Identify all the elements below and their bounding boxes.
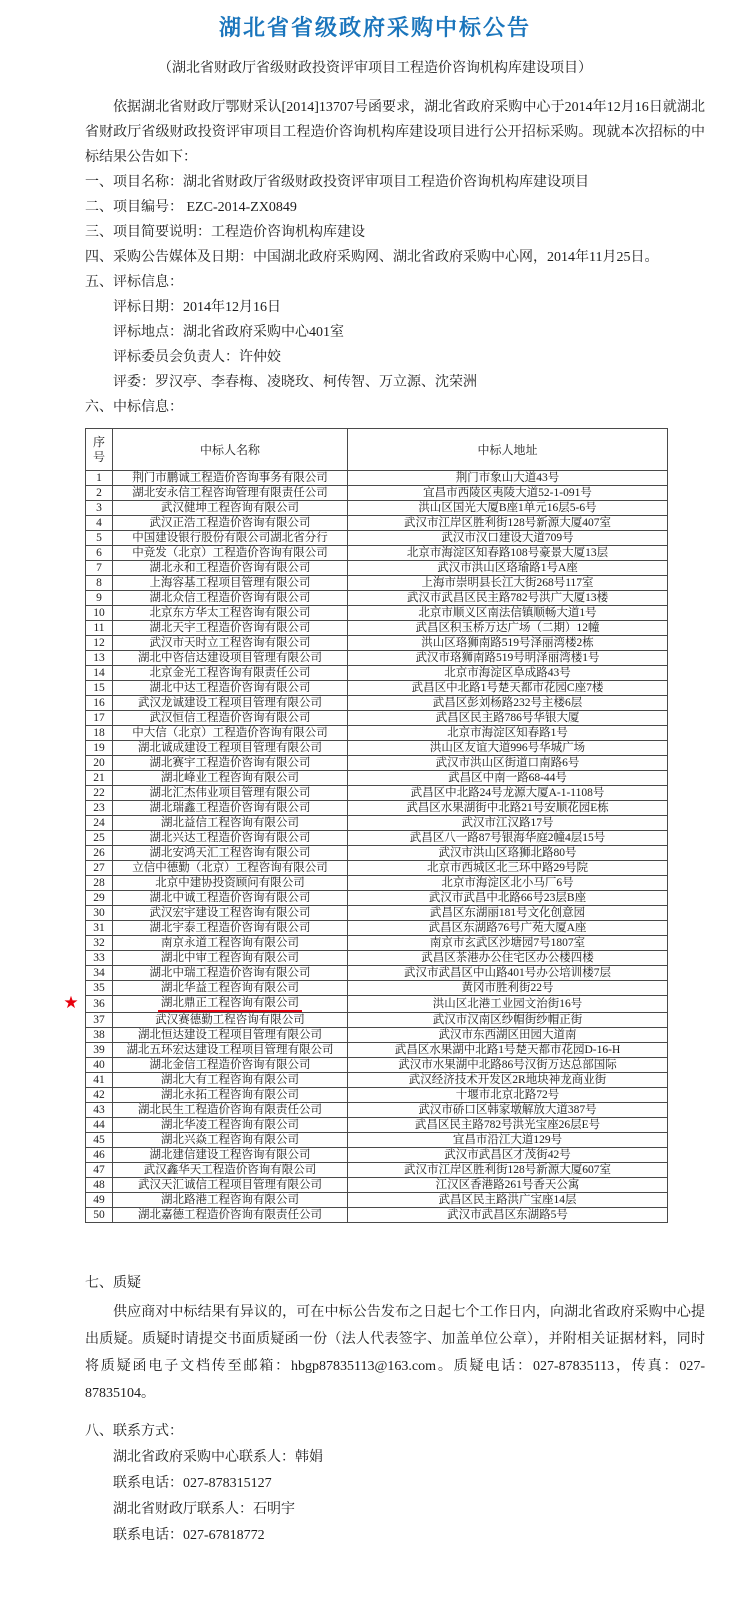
table-row [86, 1088, 668, 1103]
table-row [86, 666, 668, 681]
table-row [86, 681, 668, 696]
row-number: 44 [93, 1119, 105, 1131]
table-row [86, 876, 668, 891]
winner-name: 湖北民生工程造价咨询有限责任公司 [138, 1104, 322, 1116]
winner-name: 湖北安永信工程咨询管理有限责任公司 [132, 487, 328, 499]
row-number: 20 [93, 757, 105, 769]
winner-name: 湖北中诚工程造价咨询有限公司 [149, 892, 311, 904]
winner-address: 武汉市武昌区才茂街42号 [348, 1148, 668, 1163]
item-project-number: 二、项目编号： EZC-2014-ZX0849 [85, 200, 297, 215]
winner-name: 湖北众信工程造价咨询有限公司 [149, 592, 311, 604]
row-number: 14 [93, 667, 105, 679]
row-number: 36 [93, 998, 105, 1010]
winner-address: 武汉市水果湖中北路86号汉街万达总部国际 [348, 1058, 668, 1073]
table-row [86, 1058, 668, 1073]
contact-center-person: 湖北省政府采购中心联系人：韩娟 [113, 1450, 323, 1465]
row-number: 5 [96, 532, 102, 544]
contact-dept-phone: 联系电话：027-67818772 [113, 1528, 265, 1543]
table-row [86, 531, 668, 546]
winner-name: 中国建设银行股份有限公司湖北省分行 [132, 532, 328, 544]
table-row [86, 546, 668, 561]
page-subtitle: （湖北省财政厅省级财政投资评审项目工程造价咨询机构库建设项目） [158, 61, 592, 76]
winner-address: 武汉经济技术开发区2R地块神龙商业街 [348, 1073, 668, 1088]
table-row [86, 561, 668, 576]
winner-name: 湖北华凌工程咨询有限公司 [161, 1119, 299, 1131]
winner-address: 宜昌市沿江大道129号 [348, 1133, 668, 1148]
row-number: 11 [93, 622, 105, 634]
table-row [86, 1178, 668, 1193]
row-number: 8 [96, 577, 102, 589]
winner-address: 武昌区茶港办公住宅区办公楼四楼 [348, 951, 668, 966]
row-number: 42 [93, 1089, 105, 1101]
winner-name: 湖北兴达工程造价咨询有限公司 [149, 832, 311, 844]
row-number: 27 [93, 862, 105, 874]
winner-address: 北京市海淀区知春路108号豪景大厦13层 [348, 546, 668, 561]
winner-address: 北京市海淀区北小马厂6号 [348, 876, 668, 891]
row-number: 46 [93, 1149, 105, 1161]
table-row [86, 846, 668, 861]
table-row [86, 771, 668, 786]
row-number: 19 [93, 742, 105, 754]
table-row [86, 726, 668, 741]
winner-name: 武汉龙诚建设工程项目管理有限公司 [138, 697, 322, 709]
row-number: 15 [93, 682, 105, 694]
table-row [86, 1103, 668, 1118]
winner-address: 武汉市汉南区纱帽街纱帽正街 [348, 1013, 668, 1028]
winner-address: 武汉市江岸区胜利街128号新源大厦407室 [348, 516, 668, 531]
winner-address: 武昌区民主路洪广宝座14层 [348, 1193, 668, 1208]
winner-address: 北京市海淀区阜成路43号 [348, 666, 668, 681]
item-award-heading: 六、中标信息： [85, 400, 183, 415]
winner-address: 武汉市江汉路17号 [348, 816, 668, 831]
winner-address: 武昌区彭刘杨路232号主楼6层 [348, 696, 668, 711]
contact-dept-person: 湖北省财政厅联系人：石明宇 [113, 1502, 295, 1517]
winner-name: 湖北汇杰伟业项目管理有限公司 [149, 787, 311, 799]
winner-name: 武汉赛德勤工程咨询有限公司 [155, 1014, 305, 1026]
row-number: 10 [93, 607, 105, 619]
winner-name: 湖北嘉德工程造价咨询有限责任公司 [138, 1209, 322, 1221]
winner-address: 武汉市珞狮南路519号明泽丽湾楼1号 [348, 651, 668, 666]
table-row [86, 606, 668, 621]
winner-name: 上海容基工程项目管理有限公司 [149, 577, 311, 589]
winner-name: 北京东方华太工程咨询有限公司 [149, 607, 311, 619]
row-number: 39 [93, 1044, 105, 1056]
row-number: 41 [93, 1074, 105, 1086]
winner-name: 湖北中审工程咨询有限公司 [161, 952, 299, 964]
winner-name: 湖北中瑞工程造价咨询有限公司 [149, 967, 311, 979]
table-row [86, 636, 668, 651]
winner-name: 湖北瑞鑫工程造价咨询有限公司 [149, 802, 311, 814]
table-row [86, 741, 668, 756]
row-number: 13 [93, 652, 105, 664]
row-number: 4 [96, 517, 102, 529]
row-number: 37 [93, 1014, 105, 1026]
table-header-row [86, 429, 668, 471]
row-number: 3 [96, 502, 102, 514]
table-row [86, 921, 668, 936]
table-row [86, 756, 668, 771]
winner-name: 武汉天汇诚信工程项目管理有限公司 [138, 1179, 322, 1191]
winner-name: 武汉健坤工程咨询有限公司 [161, 502, 299, 514]
winner-address: 武汉市武昌中北路66号23层B座 [348, 891, 668, 906]
winner-address: 南京市玄武区沙塘园7号1807室 [348, 936, 668, 951]
winner-name: 湖北中达工程造价咨询有限公司 [149, 682, 311, 694]
table-row [86, 501, 668, 516]
table-row [86, 831, 668, 846]
row-number: 29 [93, 892, 105, 904]
table-row [86, 516, 668, 531]
contact-heading: 八、联系方式： [85, 1424, 183, 1439]
winner-address: 洪山区友谊大道996号华城广场 [348, 741, 668, 756]
row-number: 30 [93, 907, 105, 919]
winner-address: 武汉市洪山区街道口南路6号 [348, 756, 668, 771]
table-row [86, 651, 668, 666]
contact-center-phone: 联系电话：027-878315127 [113, 1476, 272, 1491]
winner-address: 黄冈市胜利街22号 [348, 981, 668, 996]
winner-address: 武昌区东湖路76号广苑大厦A座 [348, 921, 668, 936]
table-row [86, 966, 668, 981]
table-row [86, 786, 668, 801]
winner-address: 北京市西城区北三环中路29号院 [348, 861, 668, 876]
winner-address: 武昌区八一路87号银海华庭2幢4层15号 [348, 831, 668, 846]
row-number: 16 [93, 697, 105, 709]
evaluation-chief: 评标委员会负责人：许仲姣 [113, 350, 281, 365]
winner-name: 湖北鼎正工程咨询有限公司 [158, 996, 302, 1012]
award-table [63, 428, 668, 1223]
column-header-name: 中标人名称 [113, 429, 348, 471]
table-row [86, 861, 668, 876]
row-number: 33 [93, 952, 105, 964]
winner-name: 湖北诚成建设工程项目管理有限公司 [138, 742, 322, 754]
winner-name: 湖北赛宇工程造价咨询有限公司 [149, 757, 311, 769]
winner-name: 荆门市鹏诚工程造价咨询事务有限公司 [132, 472, 328, 484]
row-number: 31 [93, 922, 105, 934]
winner-address: 武昌区积玉桥万达广场（二期）12幢 [348, 621, 668, 636]
table-row [86, 801, 668, 816]
page-title: 湖北省省级政府采购中标公告 [218, 15, 531, 40]
winner-address: 武昌区中南一路68-44号 [348, 771, 668, 786]
winner-name: 湖北中咨信达建设项目管理有限公司 [138, 652, 322, 664]
winner-name: 湖北大有工程咨询有限公司 [161, 1074, 299, 1086]
winner-name: 湖北华益工程咨询有限公司 [161, 982, 299, 994]
row-number: 47 [93, 1164, 105, 1176]
winner-name: 武汉恒信工程造价咨询有限公司 [149, 712, 311, 724]
winner-name: 湖北五环宏达建设工程项目管理有限公司 [126, 1044, 334, 1056]
winner-address: 武汉市武昌区中山路401号办公培训楼7层 [348, 966, 668, 981]
table-row [86, 576, 668, 591]
winner-address: 武汉市硚口区韩家墩解放大道387号 [348, 1103, 668, 1118]
row-number: 38 [93, 1029, 105, 1041]
winner-name: 湖北永和工程造价咨询有限公司 [149, 562, 311, 574]
winner-address: 宜昌市西陵区夷陵大道52-1-091号 [348, 486, 668, 501]
table-row [86, 696, 668, 711]
winner-name: 湖北益信工程咨询有限公司 [161, 817, 299, 829]
evaluation-place: 评标地点：湖北省政府采购中心401室 [113, 325, 344, 340]
winner-name: 北京金光工程咨询有限责任公司 [149, 667, 311, 679]
row-number: 24 [93, 817, 105, 829]
winner-name: 湖北建信建设工程咨询有限公司 [149, 1149, 311, 1161]
row-number: 12 [93, 637, 105, 649]
winner-address: 上海市崇明县长江大街268号117室 [348, 576, 668, 591]
column-header-no: 序号 [86, 429, 113, 471]
row-number: 17 [93, 712, 105, 724]
table-row [86, 1148, 668, 1163]
winner-name: 湖北峰业工程咨询有限公司 [161, 772, 299, 784]
winner-name: 武汉正浩工程造价咨询有限公司 [149, 517, 311, 529]
winner-address: 洪山区北港工业园文治街16号 [348, 996, 668, 1013]
row-number: 22 [93, 787, 105, 799]
winner-address: 武昌区水果湖中北路1号楚天都市花园D-16-H [348, 1043, 668, 1058]
winner-name: 湖北金信工程造价咨询有限公司 [149, 1059, 311, 1071]
winner-address: 武昌区中北路24号龙源大厦A-1-1108号 [348, 786, 668, 801]
winner-name: 北京中建协投资顾问有限公司 [155, 877, 305, 889]
table-row [86, 1163, 668, 1178]
row-number: 7 [96, 562, 102, 574]
row-number: 48 [93, 1179, 105, 1191]
award-table-container [63, 428, 750, 1223]
table-row [86, 906, 668, 921]
winner-address: 洪山区国光大厦B座1单元16层5-6号 [348, 501, 668, 516]
winner-address: 洪山区珞狮南路519号泽丽湾楼2栋 [348, 636, 668, 651]
table-row [86, 1028, 668, 1043]
winner-name: 湖北路港工程咨询有限公司 [161, 1194, 299, 1206]
row-number: 9 [96, 592, 102, 604]
table-row [86, 711, 668, 726]
row-number: 21 [93, 772, 105, 784]
row-number: 49 [93, 1194, 105, 1206]
table-row [86, 1013, 668, 1028]
row-number: 28 [93, 877, 105, 889]
winner-name: 湖北天宇工程造价咨询有限公司 [149, 622, 311, 634]
objection-paragraph: 供应商对中标结果有异议的，可在中标公告发布之日起七个工作日内，向湖北省政府采购中心提出质疑。质疑时请提交书面质疑函一份（法人代表签字、加盖单位公章），并附相关证据材料，同时将质疑函电子文档传至邮箱：hbgp87835113@163.com。质疑电话：027-87835113，传真：027-87835104。 [85, 1305, 705, 1401]
objection-heading: 七、质疑 [85, 1276, 141, 1291]
winner-name: 湖北安鸿天汇工程咨询有限公司 [149, 847, 311, 859]
row-number: 1 [96, 472, 102, 484]
winner-address: 武汉市武昌区民主路782号洪广大厦13楼 [348, 591, 668, 606]
winner-address: 十堰市北京北路72号 [348, 1088, 668, 1103]
table-row [86, 816, 668, 831]
winner-address: 武汉市洪山区珞瑜路1号A座 [348, 561, 668, 576]
table-row [86, 1043, 668, 1058]
winner-address: 北京市顺义区南法信镇顺畅大道1号 [348, 606, 668, 621]
table-row [86, 1073, 668, 1088]
winner-address: 武汉市汉口建设大道709号 [348, 531, 668, 546]
winner-address: 武昌区东湖丽181号文化创意园 [348, 906, 668, 921]
row-number: 34 [93, 967, 105, 979]
winner-address: 武昌区中北路1号楚天都市花园C座7楼 [348, 681, 668, 696]
winner-address: 荆门市象山大道43号 [348, 471, 668, 486]
row-number: 50 [93, 1209, 105, 1221]
row-number: 26 [93, 847, 105, 859]
table-row [86, 621, 668, 636]
winner-address: 武汉市江岸区胜利街128号新源大厦607室 [348, 1163, 668, 1178]
table-row [86, 1133, 668, 1148]
row-number: 18 [93, 727, 105, 739]
winner-address: 武昌区民主路782号洪光宝座26层E号 [348, 1118, 668, 1133]
winner-name: 武汉鑫华天工程造价咨询有限公司 [143, 1164, 317, 1176]
winner-address: 武汉市洪山区珞狮北路80号 [348, 846, 668, 861]
table-row [86, 1118, 668, 1133]
winner-address: 武汉市武昌区东湖路5号 [348, 1208, 668, 1223]
evaluation-date: 评标日期：2014年12月16日 [113, 300, 281, 315]
item-project-name: 一、项目名称：湖北省财政厅省级财政投资评审项目工程造价咨询机构库建设项目 [85, 175, 589, 190]
column-header-address: 中标人地址 [348, 429, 668, 471]
winner-address: 武昌区水果湖街中北路21号安顺花园E栋 [348, 801, 668, 816]
table-row [86, 981, 668, 996]
winner-name: 湖北兴焱工程咨询有限公司 [161, 1134, 299, 1146]
row-number: 32 [93, 937, 105, 949]
table-row [86, 996, 668, 1013]
winner-name: 湖北恒达建设工程项目管理有限公司 [138, 1029, 322, 1041]
item-evaluation-heading: 五、评标信息： [85, 275, 183, 290]
table-row [86, 1208, 668, 1223]
winner-name: 立信中德勤（北京）工程咨询有限公司 [132, 862, 328, 874]
highlight-star-icon: ★ [63, 993, 79, 1013]
row-number: 2 [96, 487, 102, 499]
table-row [86, 891, 668, 906]
row-number: 25 [93, 832, 105, 844]
table-row [86, 591, 668, 606]
winner-address: 江汉区香港路261号香天公寓 [348, 1178, 668, 1193]
intro-paragraph: 依据湖北省财政厅鄂财采认[2014]13707号函要求，湖北省政府采购中心于2014年12月16日就湖北省财政厅省级财政投资评审项目工程造价咨询机构库建设项目进行公开招标采购。现就本次招标的中标结果公告如下： [85, 100, 705, 165]
row-number: 23 [93, 802, 105, 814]
winner-name: 南京永道工程咨询有限公司 [161, 937, 299, 949]
table-row [86, 936, 668, 951]
winner-name: 湖北宇泰工程造价咨询有限公司 [149, 922, 311, 934]
item-media-date: 四、采购公告媒体及日期：中国湖北政府采购网、湖北省政府采购中心网，2014年11月25日。 [85, 250, 659, 265]
winner-address: 武汉市东西湖区田园大道南 [348, 1028, 668, 1043]
row-number: 6 [96, 547, 102, 559]
winner-name: 武汉市天时立工程咨询有限公司 [149, 637, 311, 649]
row-number: 45 [93, 1134, 105, 1146]
evaluation-members: 评委：罗汉亭、李春梅、凌晓玫、柯传智、万立源、沈荣洲 [113, 375, 477, 390]
table-row [86, 486, 668, 501]
winner-name: 中大信（北京）工程造价咨询有限公司 [132, 727, 328, 739]
winner-address: 武昌区民主路786号华银大厦 [348, 711, 668, 726]
winner-name: 中竞发（北京）工程造价咨询有限公司 [132, 547, 328, 559]
winner-name: 武汉宏宇建设工程咨询有限公司 [149, 907, 311, 919]
winner-name: 湖北永拓工程咨询有限公司 [161, 1089, 299, 1101]
table-row [86, 471, 668, 486]
table-row [86, 1193, 668, 1208]
row-number: 40 [93, 1059, 105, 1071]
winner-address: 北京市海淀区知春路1号 [348, 726, 668, 741]
row-number: 43 [93, 1104, 105, 1116]
table-row [86, 951, 668, 966]
row-number: 35 [93, 982, 105, 994]
item-project-brief: 三、项目简要说明：工程造价咨询机构库建设 [85, 225, 365, 240]
